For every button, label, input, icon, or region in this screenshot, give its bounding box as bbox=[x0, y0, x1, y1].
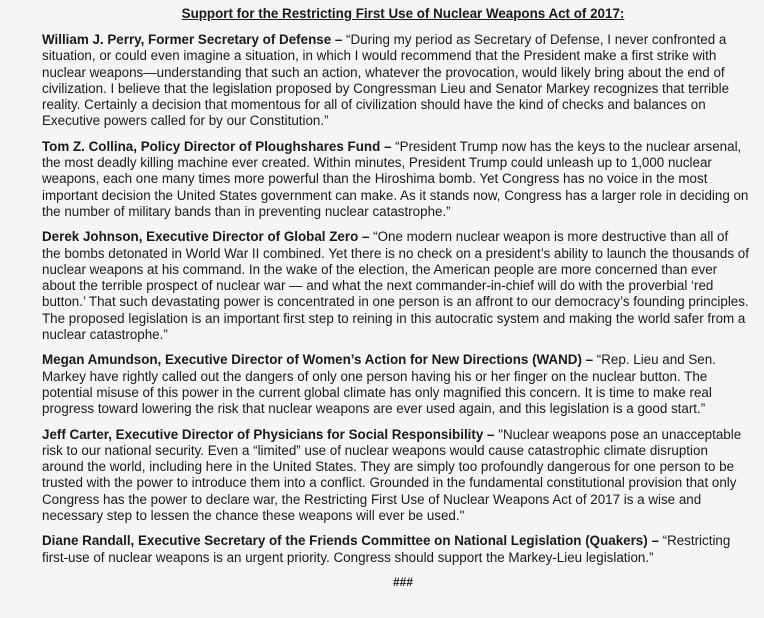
statement-separator: – bbox=[331, 32, 347, 47]
statement-quote: “Restricting first-use of nuclear weapons is an urgent priority. Congress should support the Markey-Lieu legislation.” bbox=[42, 533, 731, 565]
statement-separator: – bbox=[647, 533, 663, 549]
statement-randall bbox=[42, 533, 750, 566]
statement-quote: “Rep. Lieu and Sen. Markey have rightly called out the dangers of only one person having his or her finger on the nuclear button. The potential misuse of this power in the current global climate has only magnified this concern. It is time to make real progress toward lowering the risk that nuclear weapons are ever used again, and this legislation is a good start.” bbox=[42, 352, 716, 417]
statement-perry bbox=[42, 32, 750, 130]
statement-quote: “One modern nuclear weapon is more destructive than all of the bombs detonated in World War II combined. Yet there is no check on a president’s ability to launch the thousands of nuclear weapons at his command. In the wake of the election, the American people are more concerned than ever about the terrible prospect of nuclear war — and what the next commander-in-chief will do with the proverbial ‘red button.’ That such devastating power is concentrated in one person is an affront to our democracy’s founding principles. The proposed legislation is an important first step to reining in this autocratic system and making the world safer from a nuclear catastrophe.” bbox=[42, 229, 749, 343]
statement-collina bbox=[42, 139, 750, 220]
statement-speaker: Megan Amundson, Executive Director of Women’s Action for New Directions (WAND) bbox=[42, 352, 582, 368]
statement-speaker: Tom Z. Collina, Policy Director of Ploughshares Fund bbox=[42, 138, 381, 154]
document-title: Support for the Restricting First Use of Nuclear Weapons Act of 2017: bbox=[181, 6, 625, 21]
statement-amundson bbox=[42, 352, 750, 417]
statement-speaker: Jeff Carter, Executive Director of Physicians for Social Responsibility bbox=[42, 426, 484, 442]
statement-speaker: William J. Perry, Former Secretary of Defense bbox=[42, 32, 332, 47]
statement-johnson bbox=[42, 229, 750, 343]
statement-separator: – bbox=[358, 229, 374, 245]
statement-carter bbox=[42, 427, 750, 525]
statement-speaker: Diane Randall, Executive Secretary of the Friends Committee on National Legislation (Quakers) bbox=[42, 533, 648, 549]
statement-separator: – bbox=[380, 138, 396, 154]
statement-separator: – bbox=[581, 352, 597, 368]
statement-quote: “President Trump now has the keys to the nuclear arsenal, the most deadly killing machine ever created. Within minutes, President Trump could unleash up to 1,000 nuclear weapons, each one many times more powerful than the Hiroshima bomb. Yet Congress has no voice in the most important decision the United States government can make. As it stands now, Congress has a larger role in deciding on the number of military bands than in preventing nuclear catastrophe.” bbox=[42, 138, 749, 219]
statement-separator: – bbox=[483, 426, 499, 442]
statement-quote: “During my period as Secretary of Defense, I never confronted a situation, or could even imagine a situation, in which I would recommend that the President make a first strike with nuclear weapons—understanding that such an action, whatever the provocation, would likely bring about the end of civilization. I believe that the legislation proposed by Congressman Lieu and Senator Markey recognizes that terrible reality. Certainly a decision that momentous for all of civilization should have the kind of checks and balances on Executive powers called for by our Constitution.” bbox=[42, 32, 730, 129]
end-mark: ### bbox=[392, 574, 414, 589]
statement-speaker: Derek Johnson, Executive Director of Global Zero bbox=[42, 229, 359, 245]
statement-quote: "Nuclear weapons pose an unacceptable risk to our national security. Even a “limited” use of nuclear weapons would cause catastrophic climate disruption around the world, including here in the United States. They are simply too profoundly dangerous for one person to be trusted with the power to introduce them into a conflict. Grounded in the fundamental constitutional provision that only Congress has the power to declare war, the Restricting First Use of Nuclear Weapons Act of 2017 is a wise and necessary step to lessen the chance these weapons will ever be used." bbox=[42, 426, 742, 524]
